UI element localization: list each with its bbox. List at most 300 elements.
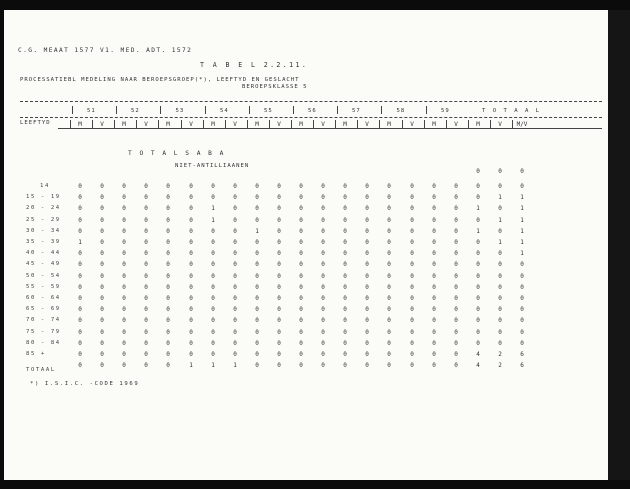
group-divider <box>116 106 117 114</box>
table-cell: 0 <box>144 272 148 280</box>
table-cell: 0 <box>365 239 369 246</box>
table-cell: 0 <box>100 328 104 336</box>
sex-label: V <box>321 121 325 128</box>
table-cell: 0 <box>100 250 104 258</box>
table-cell: 0 <box>189 216 193 224</box>
column-divider <box>203 120 204 128</box>
table-cell: 0 <box>498 250 502 258</box>
table-cell: 0 <box>454 205 458 213</box>
table-cell: 0 <box>255 272 259 280</box>
total-cell: 0 <box>454 362 458 369</box>
table-cell: 0 <box>432 339 436 347</box>
header-rule-bottom <box>58 128 602 129</box>
table-cell: 0 <box>255 250 259 258</box>
table-cell: 0 <box>410 306 414 314</box>
table-cell: 0 <box>277 295 281 302</box>
total-cell: 0 <box>255 362 259 369</box>
row-label: 14 <box>40 183 50 189</box>
table-cell: 1 <box>211 216 215 224</box>
table-cell: 0 <box>410 339 414 347</box>
table-cell: 0 <box>520 168 524 175</box>
column-divider <box>291 120 292 128</box>
table-cell: 0 <box>454 339 458 347</box>
table-cell: 0 <box>299 183 303 190</box>
table-cell: 0 <box>144 351 148 358</box>
total-row-label: TOTAAL <box>26 367 56 373</box>
table-cell: 0 <box>476 339 480 347</box>
table-cell: 0 <box>166 283 170 291</box>
table-cell: 0 <box>100 272 104 280</box>
table-cell: 0 <box>476 306 480 314</box>
column-divider <box>379 120 380 128</box>
sex-label: M <box>255 121 259 128</box>
table-cell: 0 <box>498 205 502 213</box>
row-label: 30 - 34 <box>26 227 61 234</box>
table-cell: 0 <box>211 295 215 302</box>
table-cell: 0 <box>166 205 170 213</box>
table-cell: 0 <box>410 183 414 190</box>
table-cell: 0 <box>299 306 303 314</box>
table-cell: 0 <box>277 183 281 190</box>
row-header-label: LEEFTYD <box>20 120 51 126</box>
table-cell: 0 <box>277 216 281 224</box>
table-cell: 1 <box>498 194 502 202</box>
table-cell: 0 <box>387 183 391 190</box>
table-cell: 0 <box>365 216 369 224</box>
table-cell: 0 <box>432 306 436 314</box>
table-cell: 0 <box>211 261 215 269</box>
table-cell: 0 <box>144 194 148 202</box>
column-divider <box>136 120 137 128</box>
table-cell: 1 <box>498 239 502 246</box>
table-cell: 0 <box>189 194 193 202</box>
table-cell: 0 <box>365 250 369 258</box>
table-cell: 0 <box>365 283 369 291</box>
group-label: T O T A A L <box>482 108 542 114</box>
table-cell: 1 <box>211 205 215 213</box>
table-cell: 0 <box>299 239 303 246</box>
column-divider <box>446 120 447 128</box>
total-cell: 0 <box>432 362 436 369</box>
table-cell: 0 <box>343 250 347 258</box>
table-cell: 0 <box>476 328 480 336</box>
table-cell: 0 <box>387 227 391 235</box>
table-cell: 0 <box>122 339 126 347</box>
table-cell: 0 <box>189 227 193 235</box>
table-cell: 0 <box>233 306 237 314</box>
total-cell: 1 <box>189 362 193 369</box>
table-cell: 0 <box>321 216 325 224</box>
table-cell: 1 <box>520 227 524 235</box>
table-cell: 0 <box>189 317 193 325</box>
table-cell: 0 <box>255 328 259 336</box>
table-cell: 0 <box>387 239 391 246</box>
table-cell: 0 <box>189 239 193 246</box>
table-cell: 0 <box>432 205 436 213</box>
table-cell: 0 <box>189 283 193 291</box>
table-cell: 0 <box>410 351 414 358</box>
table-cell: 0 <box>432 250 436 258</box>
table-cell: 0 <box>343 216 347 224</box>
table-cell: 0 <box>189 205 193 213</box>
table-cell: 0 <box>277 306 281 314</box>
table-cell: 0 <box>365 183 369 190</box>
table-cell: 0 <box>299 317 303 325</box>
table-cell: 0 <box>277 328 281 336</box>
table-cell: 0 <box>122 227 126 235</box>
table-cell: 0 <box>122 205 126 213</box>
table-cell: 0 <box>166 194 170 202</box>
table-cell: 0 <box>520 328 524 336</box>
table-cell: 0 <box>410 261 414 269</box>
group-divider <box>160 106 161 114</box>
table-cell: 0 <box>233 205 237 213</box>
table-cell: 0 <box>78 306 82 314</box>
group-label: 51 <box>87 108 96 114</box>
column-divider <box>424 120 425 128</box>
table-cell: 0 <box>498 306 502 314</box>
table-cell: 0 <box>100 205 104 213</box>
table-cell: 0 <box>255 183 259 190</box>
table-cell: 0 <box>211 306 215 314</box>
table-cell: 0 <box>299 328 303 336</box>
table-cell: 0 <box>454 216 458 224</box>
table-cell: 0 <box>122 194 126 202</box>
row-label: 50 - 54 <box>26 272 61 279</box>
table-cell: 0 <box>122 272 126 280</box>
group-divider <box>205 106 206 114</box>
table-cell: 0 <box>321 328 325 336</box>
total-cell: 0 <box>122 362 126 369</box>
table-cell: 0 <box>432 261 436 269</box>
table-cell: 0 <box>277 239 281 246</box>
table-cell: 0 <box>122 306 126 314</box>
table-cell: 0 <box>189 328 193 336</box>
table-cell: 1 <box>498 216 502 224</box>
table-cell: 0 <box>321 351 325 358</box>
table-cell: 0 <box>476 295 480 302</box>
group-divider <box>293 106 294 114</box>
sex-label: V <box>498 121 502 128</box>
table-cell: 0 <box>476 272 480 280</box>
table-cell: 0 <box>321 239 325 246</box>
table-cell: 0 <box>233 283 237 291</box>
section-group-label: NIET-ANTILLIAANEN <box>175 163 250 169</box>
total-cell: 0 <box>78 362 82 369</box>
table-cell: 0 <box>432 295 436 302</box>
table-cell: 0 <box>211 239 215 246</box>
row-label: 60 - 64 <box>26 295 61 301</box>
table-cell: 0 <box>277 250 281 258</box>
table-cell: 0 <box>166 183 170 190</box>
table-cell: 0 <box>387 250 391 258</box>
table-cell: 1 <box>476 227 480 235</box>
table-cell: 0 <box>122 351 126 358</box>
sex-label: M <box>78 121 82 128</box>
table-cell: 0 <box>321 339 325 347</box>
column-divider <box>158 120 159 128</box>
table-cell: 0 <box>343 183 347 190</box>
sex-label: M <box>387 121 391 128</box>
table-cell: 0 <box>189 261 193 269</box>
sex-label: M <box>122 121 126 128</box>
table-cell: 0 <box>321 317 325 325</box>
table-cell: 0 <box>144 183 148 190</box>
table-cell: 0 <box>166 328 170 336</box>
column-divider <box>247 120 248 128</box>
column-divider <box>114 120 115 128</box>
table-cell: 0 <box>454 183 458 190</box>
sex-label: V <box>454 121 458 128</box>
table-cell: 0 <box>454 272 458 280</box>
table-cell: 0 <box>189 295 193 302</box>
table-cell: 0 <box>277 351 281 358</box>
table-cell: 0 <box>321 295 325 302</box>
group-divider <box>249 106 250 114</box>
table-cell: 0 <box>343 205 347 213</box>
row-label: 75 - 79 <box>26 328 61 335</box>
table-cell: 0 <box>255 351 259 358</box>
total-cell: 0 <box>299 362 303 369</box>
row-label: 15 - 19 <box>26 194 61 201</box>
table-cell: 0 <box>299 272 303 280</box>
table-cell: 6 <box>520 351 524 358</box>
table-cell: 0 <box>211 272 215 280</box>
table-cell: 0 <box>299 295 303 302</box>
table-cell: 0 <box>211 183 215 190</box>
column-divider <box>357 120 358 128</box>
table-cell: 0 <box>476 216 480 224</box>
sex-label: M <box>343 121 347 128</box>
table-cell: 1 <box>520 194 524 202</box>
table-cell: 0 <box>211 317 215 325</box>
table-cell: 0 <box>520 339 524 347</box>
table-cell: 0 <box>255 205 259 213</box>
table-cell: 0 <box>454 250 458 258</box>
total-cell: 2 <box>498 362 502 369</box>
table-cell: 0 <box>277 194 281 202</box>
table-cell: 0 <box>255 194 259 202</box>
table-cell: 0 <box>100 306 104 314</box>
table-cell: 0 <box>233 227 237 235</box>
table-cell: 0 <box>299 261 303 269</box>
table-cell: 0 <box>144 339 148 347</box>
table-cell: 0 <box>233 261 237 269</box>
table-cell: 0 <box>454 227 458 235</box>
scan-edge <box>608 10 630 480</box>
group-label: 52 <box>131 108 140 114</box>
table-cell: 0 <box>476 168 480 175</box>
table-cell: 0 <box>100 239 104 246</box>
sex-label: V <box>189 121 193 128</box>
table-cell: 0 <box>476 283 480 291</box>
table-cell: 0 <box>343 261 347 269</box>
table-cell: 0 <box>343 272 347 280</box>
table-cell: 0 <box>78 205 82 213</box>
table-cell: 0 <box>410 239 414 246</box>
table-cell: 0 <box>476 194 480 202</box>
table-cell: 0 <box>498 272 502 280</box>
column-divider <box>512 120 513 128</box>
table-cell: 0 <box>299 194 303 202</box>
table-cell: 0 <box>454 261 458 269</box>
row-label: 25 - 29 <box>26 216 61 223</box>
table-cell: 0 <box>189 306 193 314</box>
table-cell: 0 <box>144 216 148 224</box>
table-cell: 0 <box>432 328 436 336</box>
table-cell: 0 <box>166 261 170 269</box>
table-cell: 0 <box>78 183 82 190</box>
table-cell: 0 <box>211 194 215 202</box>
table-cell: 0 <box>166 317 170 325</box>
table-cell: 0 <box>166 272 170 280</box>
table-cell: 0 <box>233 339 237 347</box>
table-cell: 0 <box>78 250 82 258</box>
table-cell: 0 <box>211 283 215 291</box>
table-cell: 0 <box>255 261 259 269</box>
column-divider <box>92 120 93 128</box>
column-divider <box>335 120 336 128</box>
table-cell: 0 <box>365 295 369 302</box>
table-cell: 0 <box>498 227 502 235</box>
table-cell: 0 <box>122 295 126 302</box>
table-cell: 0 <box>432 317 436 325</box>
table-cell: 0 <box>454 283 458 291</box>
footnote: *) I.S.I.C. -CODE 1969 <box>30 381 140 387</box>
section-total-label: T O T A L S A B A <box>128 150 226 157</box>
table-cell: 0 <box>144 328 148 336</box>
total-cell: 1 <box>233 362 237 369</box>
table-cell: 0 <box>166 339 170 347</box>
column-divider <box>269 120 270 128</box>
table-cell: 0 <box>78 283 82 291</box>
table-cell: 0 <box>387 205 391 213</box>
table-cell: 0 <box>498 328 502 336</box>
column-divider <box>70 120 71 128</box>
table-cell: 0 <box>144 317 148 325</box>
table-cell: 0 <box>255 239 259 246</box>
table-cell: 0 <box>233 250 237 258</box>
table-cell: 0 <box>343 339 347 347</box>
table-cell: 0 <box>144 261 148 269</box>
header-rule-mid <box>20 117 602 118</box>
table-cell: 0 <box>233 272 237 280</box>
row-label: 85 + <box>26 351 46 357</box>
table-cell: 0 <box>498 283 502 291</box>
total-cell: 1 <box>211 362 215 369</box>
table-cell: 0 <box>255 339 259 347</box>
table-cell: 0 <box>387 306 391 314</box>
table-cell: 0 <box>498 317 502 325</box>
column-divider <box>225 120 226 128</box>
table-cell: 0 <box>144 306 148 314</box>
table-cell: 0 <box>432 183 436 190</box>
table-cell: 0 <box>78 272 82 280</box>
table-cell: 0 <box>166 250 170 258</box>
table-cell: 0 <box>78 351 82 358</box>
table-cell: 0 <box>343 317 347 325</box>
table-cell: 4 <box>476 351 480 358</box>
table-cell: 0 <box>410 205 414 213</box>
table-cell: 0 <box>211 227 215 235</box>
table-cell: 0 <box>520 261 524 269</box>
table-cell: 0 <box>78 328 82 336</box>
table-cell: 0 <box>100 261 104 269</box>
table-cell: 0 <box>498 183 502 190</box>
table-cell: 0 <box>498 295 502 302</box>
table-cell: 0 <box>520 317 524 325</box>
table-cell: 0 <box>189 272 193 280</box>
table-cell: 0 <box>299 250 303 258</box>
table-cell: 0 <box>432 227 436 235</box>
table-cell: 0 <box>498 339 502 347</box>
total-cell: 0 <box>321 362 325 369</box>
table-cell: 1 <box>255 227 259 235</box>
table-cell: 0 <box>498 261 502 269</box>
row-label: 65 - 69 <box>26 306 61 313</box>
table-cell: 0 <box>410 283 414 291</box>
table-cell: 0 <box>233 216 237 224</box>
table-cell: 1 <box>520 205 524 213</box>
sex-label: V <box>100 121 104 128</box>
group-label: 53 <box>175 108 185 114</box>
table-cell: 0 <box>387 328 391 336</box>
row-label: 35 - 39 <box>26 239 61 245</box>
table-cell: 0 <box>100 317 104 325</box>
sex-label: V <box>233 121 237 128</box>
table-cell: 1 <box>520 250 524 258</box>
table-cell: 0 <box>166 351 170 358</box>
table-cell: 0 <box>78 261 82 269</box>
row-label: 45 - 49 <box>26 261 61 268</box>
table-cell: 0 <box>277 227 281 235</box>
table-cell: 0 <box>454 317 458 325</box>
table-cell: 0 <box>343 295 347 302</box>
table-cell: 0 <box>476 183 480 190</box>
table-cell: 0 <box>387 339 391 347</box>
table-cell: 0 <box>78 227 82 235</box>
table-cell: 0 <box>432 283 436 291</box>
table-cell: 0 <box>321 183 325 190</box>
total-cell: 0 <box>410 362 414 369</box>
table-cell: 0 <box>100 283 104 291</box>
total-cell: 0 <box>100 362 104 369</box>
table-cell: 0 <box>122 216 126 224</box>
table-cell: 0 <box>255 306 259 314</box>
sex-label: V <box>144 121 148 128</box>
table-cell: 0 <box>343 239 347 246</box>
table-cell: 0 <box>189 339 193 347</box>
table-cell: 0 <box>343 328 347 336</box>
table-number: T A B E L 2.2.11. <box>200 61 309 69</box>
table-cell: 0 <box>166 216 170 224</box>
table-cell: 0 <box>432 194 436 202</box>
table-subtitle: BEROEPSKLASSE 5 <box>242 84 308 90</box>
table-cell: 0 <box>189 351 193 358</box>
table-cell: 0 <box>454 295 458 302</box>
table-cell: 0 <box>454 328 458 336</box>
table-cell: 0 <box>321 250 325 258</box>
table-cell: 0 <box>387 261 391 269</box>
table-cell: 0 <box>144 295 148 302</box>
table-cell: 0 <box>454 351 458 358</box>
table-cell: 0 <box>255 283 259 291</box>
table-cell: 0 <box>387 283 391 291</box>
table-cell: 0 <box>299 351 303 358</box>
table-cell: 0 <box>365 306 369 314</box>
table-cell: 0 <box>277 283 281 291</box>
table-cell: 0 <box>189 250 193 258</box>
